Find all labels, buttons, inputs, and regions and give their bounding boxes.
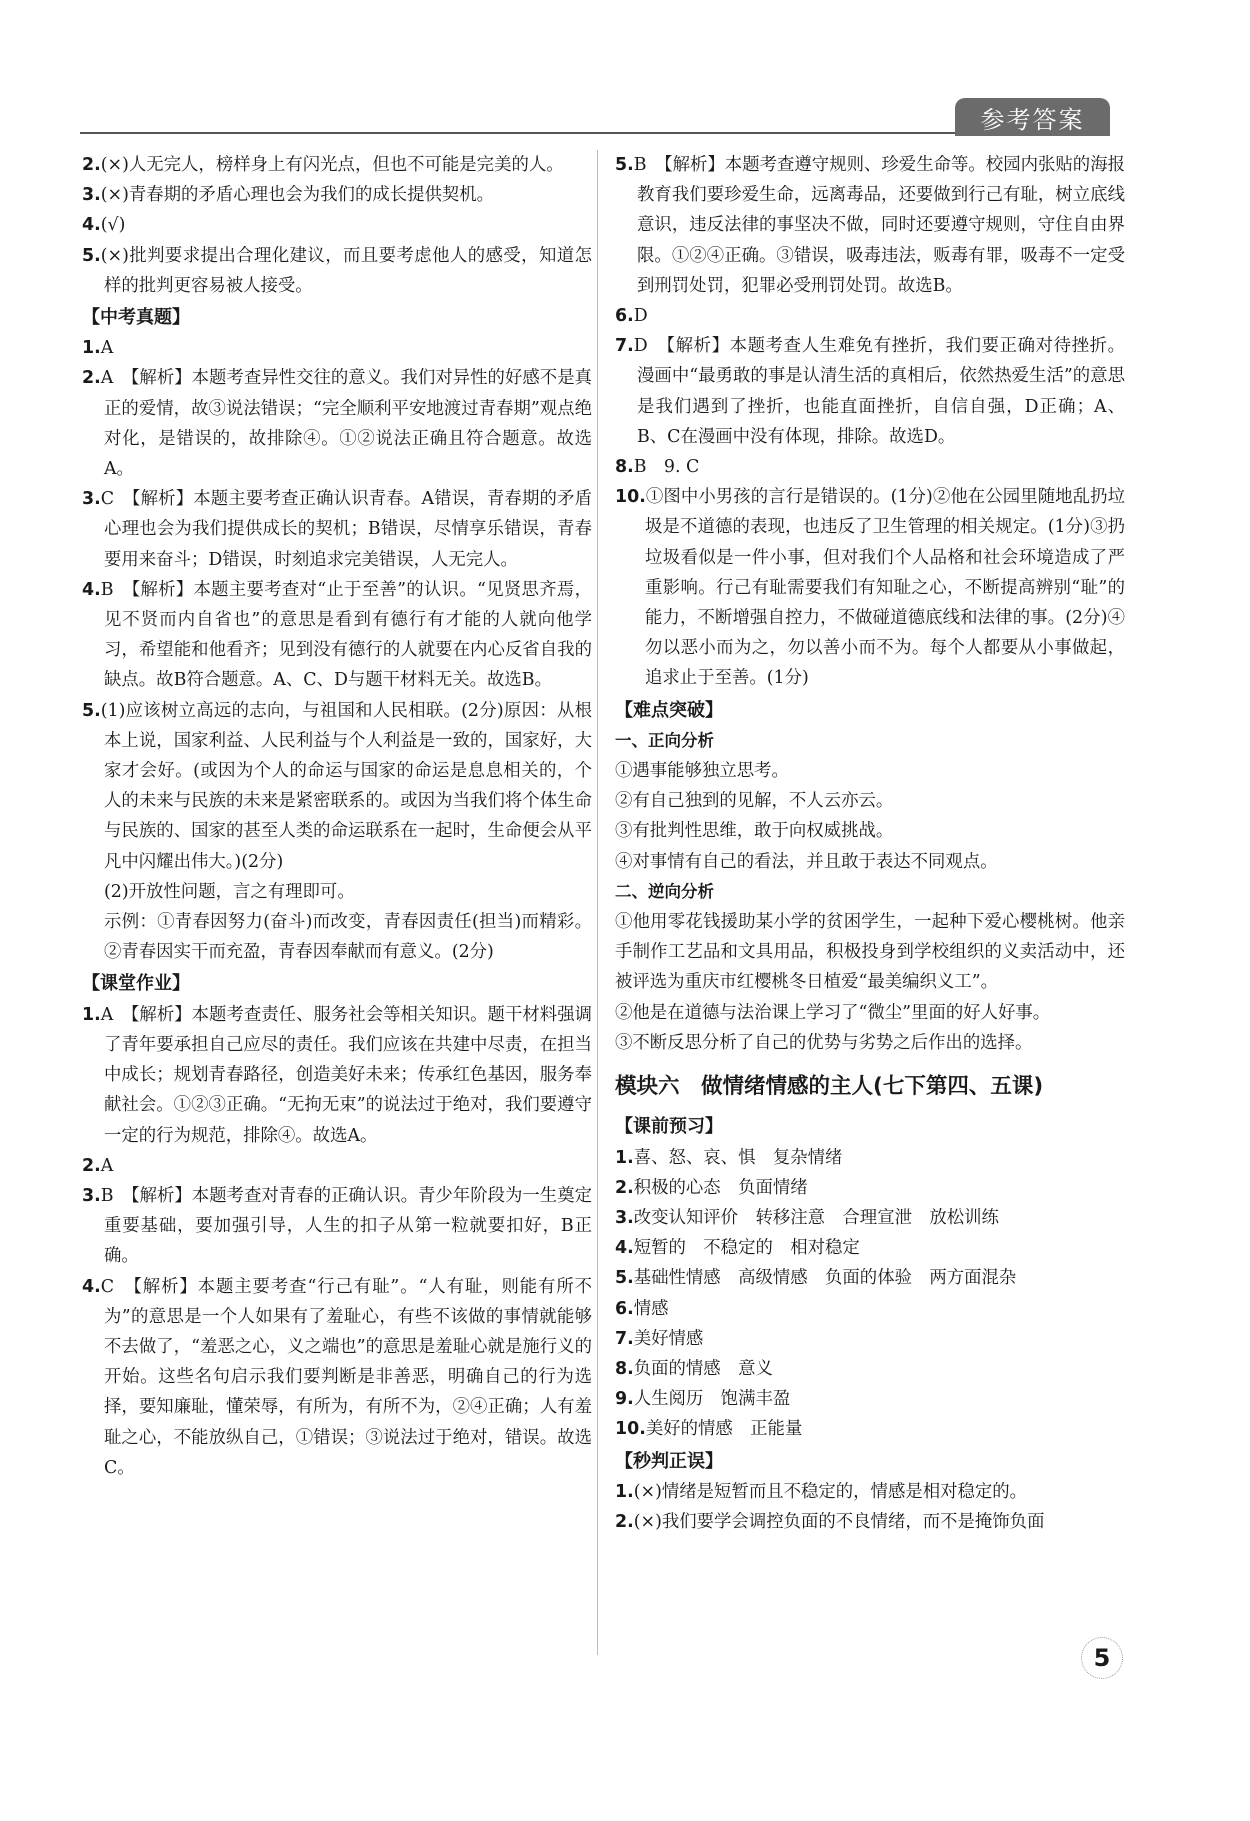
subheading-zhengxiang: 一、正向分析 <box>615 730 714 750</box>
page-number: 5 <box>1081 1637 1123 1679</box>
list-item: 10.①图中小男孩的言行是错误的。(1分)②他在公园里随地乱扔垃圾是不道德的表现，也违反了卫生管理的相关规定。(1分)③扔垃圾看似是一件小事，但对我们个人品格和社会环境造成了严重影响。行己有耻需要我们有知耻之心，不断提高辨别“耻”的能力，不断增强自控力，不做碰道德底线和法律的事。(2分)④勿以恶小而为之，勿以善小而不为。每个人都要从小事做起，追求止于至善。(1分) <box>615 487 1125 689</box>
zhongkao-list <box>82 333 592 967</box>
list-item: ④对事情有自己的看法，并且敢于表达不同观点。 <box>615 851 998 872</box>
list-item: 1.A 【解析】本题考查责任、服务社会等相关知识。题干材料强调了青年要承担自己应尽的责任。我们应该在共建中尽责，在担当中成长；规划青春路径，创造美好未来；传承红色基因，服务奉献社会。①②③正确。“无拘无束”的说法过于绝对，我们要遵守一定的行为规范，排除④。故选A。 <box>82 1004 592 1146</box>
list-item: 6.情感 <box>615 1298 669 1319</box>
section-heading-ketang: 【课堂作业】 <box>82 973 190 995</box>
list-item: 5.基础性情感 高级情感 负面的体验 两方面混杂 <box>615 1268 1017 1289</box>
list-item: 8.B 9. C <box>615 457 700 478</box>
module-title: 模块六 做情绪情感的主人(七下第四、五课) <box>615 1074 1044 1100</box>
list-item: 4.短暂的 不稳定的 相对稳定 <box>615 1238 860 1259</box>
list-item: 5.B 【解析】本题考查遵守规则、珍爱生命等。校园内张贴的海报教育我们要珍爱生命，远离毒品，还要做到行己有耻，树立底线意识，违反法律的事坚决不做，同时还要遵守规则，守住自由界限。①②④正确。③错误，吸毒违法，贩毒有罪，吸毒不一定受到刑罚处罚，犯罪必受刑罚处罚。故选B。 <box>615 155 1125 296</box>
list-item: 5.(1)应该树立高远的志向，与祖国和人民相联。(2分)原因：从根本上说，国家利益、人民利益与个人利益是一致的，国家好，大家才会好。(或因为个人的命运与国家的命运是息息相关的，个人的未来与民族的未来是紧密联系的。或因为当我们将个体生命与民族的、国家的甚至人类的命运联系在一起时，生命便会从平凡中闪耀出伟大。)(2分) <box>82 700 592 872</box>
left-column <box>82 150 592 1483</box>
continued-list <box>615 150 1125 694</box>
list-item: 1.A <box>82 338 114 359</box>
list-item: 2.A 【解析】本题考查异性交往的意义。我们对异性的好感不是真正的爱情，故③说法错误；“完全顺利平安地渡过青春期”观点绝对化，是错误的，故排除④。①②说法正确且符合题意。故选A。 <box>82 368 592 480</box>
list-item: 3.B 【解析】本题考查对青春的正确认识。青少年阶段为一生奠定重要基础，要加强引导，人生的扣子从第一粒就要扣好，B正确。 <box>82 1185 592 1267</box>
list-item: 4.(√) <box>82 215 126 236</box>
right-column <box>615 150 1125 1537</box>
list-item: 3.C 【解析】本题主要考查正确认识青春。A错误，青春期的矛盾心理也会为我们提供成长的契机；B错误，尽情享乐错误，青春要用来奋斗；D错误，时刻追求完美错误，人无完人。 <box>82 489 592 570</box>
nixiang-list <box>615 907 1125 1058</box>
header-rule <box>80 132 1105 134</box>
list-item: 3.(×)青春期的矛盾心理也会为我们的成长提供契机。 <box>82 185 495 206</box>
ketang-list <box>82 1000 592 1483</box>
list-item: ②有自己独到的见解，不人云亦云。 <box>615 791 894 812</box>
list-item: 1.(×)情绪是短暂而且不稳定的，情感是相对稳定的。 <box>615 1481 1028 1502</box>
section-heading-zhongkao: 【中考真题】 <box>82 307 190 329</box>
list-item: 8.负面的情感 意义 <box>615 1358 773 1379</box>
list-item: 10.美好的情感 正能量 <box>615 1419 803 1440</box>
list-item: 2.积极的心态 负面情绪 <box>615 1177 808 1198</box>
list-item: ①他用零花钱援助某小学的贫困学生，一起种下爱心樱桃树。他亲手制作工艺品和文具用品，积极投身到学校组织的义卖活动中，还被评选为重庆市红樱桃冬日植爱“最美编织义工”。 <box>615 912 1125 993</box>
list-item: 2.A <box>82 1155 114 1176</box>
intro-list <box>82 150 592 301</box>
section-heading-keqian: 【课前预习】 <box>615 1116 723 1138</box>
list-item: 7.美好情感 <box>615 1328 704 1349</box>
list-item: 7.D 【解析】本题考查人生难免有挫折，我们要正确对待挫折。漫画中“最勇敢的事是认清生活的真相后，依然热爱生活”的意思是我们遇到了挫折，也能直面挫折，自信自强，D正确；A、B、C在漫画中没有体现，排除。故选D。 <box>615 336 1125 447</box>
section-heading-miaopan: 【秒判正误】 <box>615 1450 723 1472</box>
keqian-list <box>615 1143 1125 1445</box>
zhengxiang-list <box>615 756 1125 877</box>
list-item: 4.B 【解析】本题主要考查对“止于至善”的认识。“见贤思齐焉，见不贤而内自省也”的意思是看到有德行有才能的人就向他学习，希望能和他看齐；见到没有德行的人就要在内心反省自我的缺点。故B符合题意。A、C、D与题干材料无关。故选B。 <box>82 579 592 691</box>
subheading-nixiang: 二、逆向分析 <box>615 881 714 901</box>
miaopan-list <box>615 1477 1125 1537</box>
list-item: 6.D <box>615 306 648 327</box>
answer-example: 示例：①青春因努力(奋斗)而改变，青春因责任(担当)而精彩。②青春因实干而充盈，青春因奉献而有意义。(2分) <box>104 912 592 963</box>
list-item: 4.C 【解析】本题主要考查“行己有耻”。“人有耻，则能有所不为”的意思是一个人如果有了羞耻心，有些不该做的事情就能够不去做了，“羞恶之心，义之端也”的意思是羞耻心就是施行义的开始。这些名句启示我们要判断是非善恶，明确自己的行为选择，要知廉耻，懂荣辱，有所为，有所不为，②④正确；人有羞耻之心，不能放纵自己，①错误；③说法过于绝对，错误。故选C。 <box>82 1276 592 1478</box>
answer-part: (2)开放性问题，言之有理即可。 <box>104 881 355 902</box>
list-item: 5.(×)批判要求提出合理化建议，而且要考虑他人的感受，知道怎样的批判更容易被人接受。 <box>82 245 592 296</box>
list-item: 3.改变认知评价 转移注意 合理宣泄 放松训练 <box>615 1207 999 1228</box>
list-item: 1.喜、怒、哀、惧 复杂情绪 <box>615 1147 843 1168</box>
list-item: 9.人生阅历 饱满丰盈 <box>615 1389 791 1410</box>
section-heading-nandian: 【难点突破】 <box>615 699 723 721</box>
list-item: 2.(×)人无完人，榜样身上有闪光点，但也不可能是完美的人。 <box>82 155 564 175</box>
column-divider <box>597 150 598 1655</box>
list-item: ③有批判性思维，敢于向权威挑战。 <box>615 821 894 842</box>
list-item: ①遇事能够独立思考。 <box>615 761 789 782</box>
list-item: ③不断反思分析了自己的优势与劣势之后作出的选择。 <box>615 1032 1033 1053</box>
answer-key-tab: 参考答案 <box>955 98 1110 136</box>
list-item: ②他是在道德与法治课上学习了“微尘”里面的好人好事。 <box>615 1002 1051 1023</box>
list-item: 2.(×)我们要学会调控负面的不良情绪，而不是掩饰负面 <box>615 1511 1045 1532</box>
